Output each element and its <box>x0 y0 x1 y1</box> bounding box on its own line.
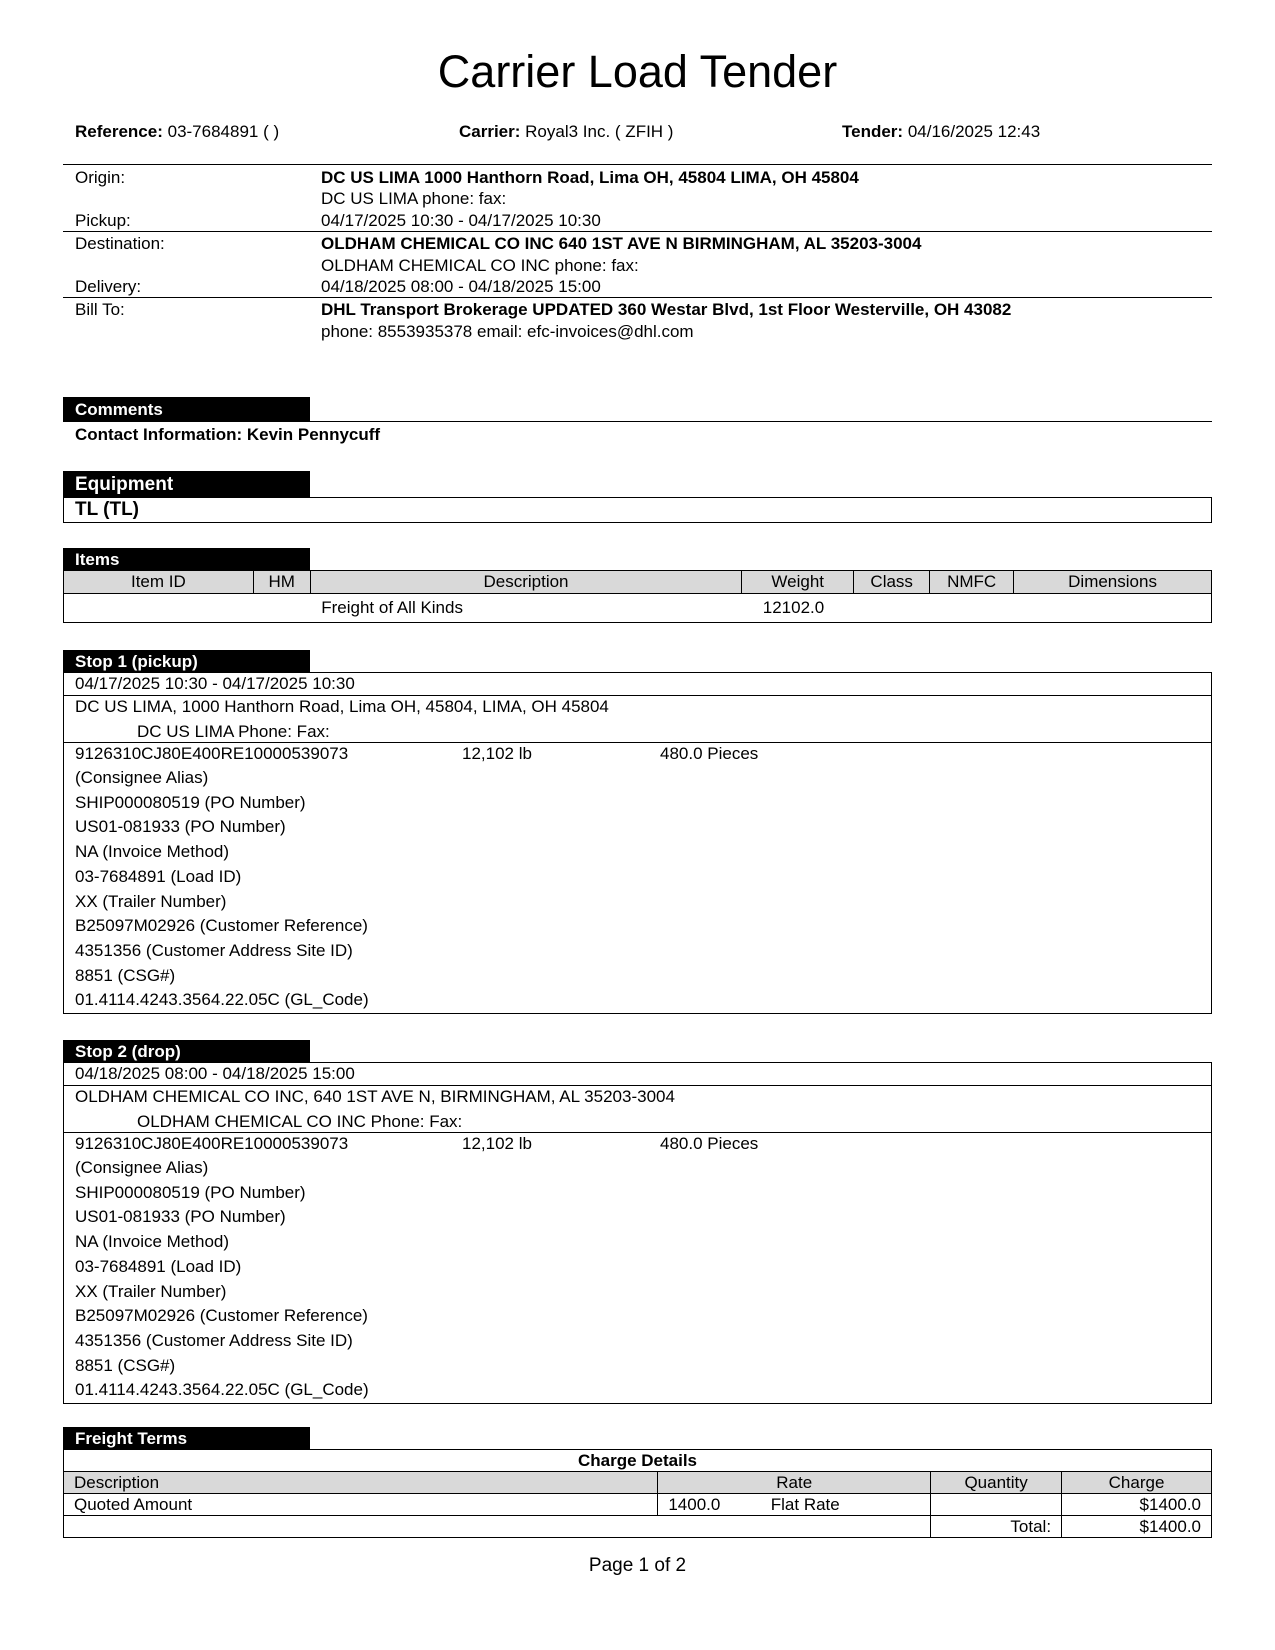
charge-details-row <box>64 1450 1212 1472</box>
stop1-address: DC US LIMA, 1000 Hanthorn Road, Lima OH, 45804, LIMA, OH 45804 <box>75 697 609 716</box>
list-item: NA (Invoice Method) <box>75 842 230 862</box>
stop1-weight: 12,102 lb <box>462 744 532 763</box>
list-item: US01-081933 (PO Number) <box>75 1207 286 1227</box>
reference-field <box>75 121 279 143</box>
items-table <box>63 570 1212 623</box>
tender-value: 04/16/2025 12:43 <box>907 122 1041 141</box>
charge-rate-type: Flat Rate <box>771 1494 931 1516</box>
page-number: Page 1 of 2 <box>588 1555 687 1576</box>
list-item: 03-7684891 (Load ID) <box>75 1256 242 1276</box>
equipment-box <box>63 497 1212 523</box>
col-dimensions: Dimensions <box>1014 571 1212 594</box>
destination-address: OLDHAM CHEMICAL CO INC 640 1ST AVE N BIRMINGHAM, AL 35203-3004 <box>321 234 922 253</box>
col-rate: Rate <box>658 1472 931 1494</box>
cell-item-id <box>64 594 254 623</box>
page-title: Carrier Load Tender <box>437 46 838 97</box>
list-item: 01.4114.4243.3564.22.05C (GL_Code) <box>75 990 369 1010</box>
pickup-window: 04/17/2025 10:30 - 04/17/2025 10:30 <box>321 211 601 230</box>
divider <box>63 421 1212 422</box>
col-description: Description <box>64 1472 658 1494</box>
cell-weight: 12102.0 <box>742 594 854 623</box>
col-charge: Charge <box>1062 1472 1212 1494</box>
charge-rate: 1400.0 <box>658 1494 771 1516</box>
total-spacer <box>64 1516 931 1538</box>
tender-field <box>842 121 1040 143</box>
comments-text: Contact Information: Kevin Pennycuff <box>75 425 381 444</box>
col-hm: HM <box>253 571 310 594</box>
divider <box>63 297 1212 298</box>
stop1-item-id: 9126310CJ80E400RE10000539073 <box>75 744 349 763</box>
list-item: XX (Trailer Number) <box>75 891 227 911</box>
list-item: 03-7684891 (Load ID) <box>75 866 242 886</box>
pickup-label: Pickup: <box>75 211 131 230</box>
reference-label: Reference: <box>75 122 163 141</box>
list-item: US01-081933 (PO Number) <box>75 817 286 837</box>
cell-class <box>854 594 930 623</box>
freight-terms-heading: Freight Terms <box>63 1427 310 1449</box>
list-item: SHIP000080519 (PO Number) <box>75 792 306 812</box>
total-label: Total: <box>931 1516 1062 1538</box>
stop1-window: 04/17/2025 10:30 - 04/17/2025 10:30 <box>75 674 355 693</box>
col-weight: Weight <box>742 571 854 594</box>
comments-heading: Comments <box>63 397 310 421</box>
destination-contact: OLDHAM CHEMICAL CO INC phone: fax: <box>321 256 639 275</box>
tender-label: Tender: <box>842 122 904 141</box>
delivery-label: Delivery: <box>75 277 142 296</box>
billto-address: DHL Transport Brokerage UPDATED 360 Westar Blvd, 1st Floor Westerville, OH 43082 <box>321 300 1012 319</box>
list-item: SHIP000080519 (PO Number) <box>75 1182 306 1202</box>
list-item: NA (Invoice Method) <box>75 1232 230 1252</box>
stop2-window: 04/18/2025 08:00 - 04/18/2025 15:00 <box>75 1064 355 1083</box>
cell-description: Freight of All Kinds <box>310 594 742 623</box>
stop2-item-id: 9126310CJ80E400RE10000539073 <box>75 1134 349 1153</box>
stop2-contact: OLDHAM CHEMICAL CO INC Phone: Fax: <box>137 1112 463 1131</box>
divider <box>63 231 1212 232</box>
stop2-address: OLDHAM CHEMICAL CO INC, 640 1ST AVE N, BIRMINGHAM, AL 35203-3004 <box>75 1087 675 1106</box>
list-item: 01.4114.4243.3564.22.05C (GL_Code) <box>75 1380 369 1400</box>
charge-details-title: Charge Details <box>64 1450 1212 1472</box>
items-heading: Items <box>63 548 310 570</box>
origin-label: Origin: <box>75 168 126 187</box>
carrier-value: Royal3 Inc. ( ZFIH ) <box>525 122 674 141</box>
stop1-reference-list <box>75 766 369 1013</box>
total-row <box>64 1516 1212 1538</box>
stop1-contact: DC US LIMA Phone: Fax: <box>137 722 330 741</box>
list-item: (Consignee Alias) <box>75 1158 209 1177</box>
stop1-pieces: 480.0 Pieces <box>660 744 759 763</box>
list-item: 4351356 (Customer Address Site ID) <box>75 940 353 960</box>
items-header-row <box>64 571 1212 594</box>
stop2-weight: 12,102 lb <box>462 1134 532 1153</box>
equipment-heading: Equipment <box>63 471 310 497</box>
list-item: 4351356 (Customer Address Site ID) <box>75 1330 353 1350</box>
list-item: B25097M02926 (Customer Reference) <box>75 916 368 936</box>
stop2-reference-list <box>75 1156 369 1403</box>
charge-amount: $1400.0 <box>1062 1494 1212 1516</box>
destination-label: Destination: <box>75 234 165 253</box>
col-description: Description <box>310 571 742 594</box>
list-item: (Consignee Alias) <box>75 768 209 787</box>
table-row <box>64 1494 1212 1516</box>
billto-contact: phone: 8553935378 email: efc-invoices@dhl.com <box>321 322 694 341</box>
origin-address: DC US LIMA 1000 Hanthorn Road, Lima OH, 45804 LIMA, OH 45804 <box>321 168 859 187</box>
cell-dimensions <box>1014 594 1212 623</box>
list-item: 8851 (CSG#) <box>75 965 176 985</box>
delivery-window: 04/18/2025 08:00 - 04/18/2025 15:00 <box>321 277 601 296</box>
carrier-label: Carrier: <box>459 122 521 141</box>
cell-hm <box>253 594 310 623</box>
stop1-heading: Stop 1 (pickup) <box>63 650 310 672</box>
charge-description: Quoted Amount <box>64 1494 658 1516</box>
table-row <box>64 594 1212 623</box>
col-item-id: Item ID <box>64 571 254 594</box>
col-class: Class <box>854 571 930 594</box>
list-item: B25097M02926 (Customer Reference) <box>75 1306 368 1326</box>
stop2-heading: Stop 2 (drop) <box>63 1040 310 1062</box>
carrier-field <box>459 121 673 143</box>
list-item: XX (Trailer Number) <box>75 1281 227 1301</box>
charge-quantity <box>931 1494 1062 1516</box>
billto-label: Bill To: <box>75 300 125 319</box>
total-amount: $1400.0 <box>1062 1516 1212 1538</box>
origin-contact: DC US LIMA phone: fax: <box>321 189 507 208</box>
charge-table <box>63 1449 1212 1538</box>
charge-header-row <box>64 1472 1212 1494</box>
cell-nmfc <box>930 594 1014 623</box>
col-quantity: Quantity <box>931 1472 1062 1494</box>
divider <box>63 164 1212 165</box>
equipment-value: TL (TL) <box>75 499 140 520</box>
stop2-pieces: 480.0 Pieces <box>660 1134 759 1153</box>
col-nmfc: NMFC <box>930 571 1014 594</box>
list-item: 8851 (CSG#) <box>75 1355 176 1375</box>
reference-value: 03-7684891 ( ) <box>167 122 280 141</box>
